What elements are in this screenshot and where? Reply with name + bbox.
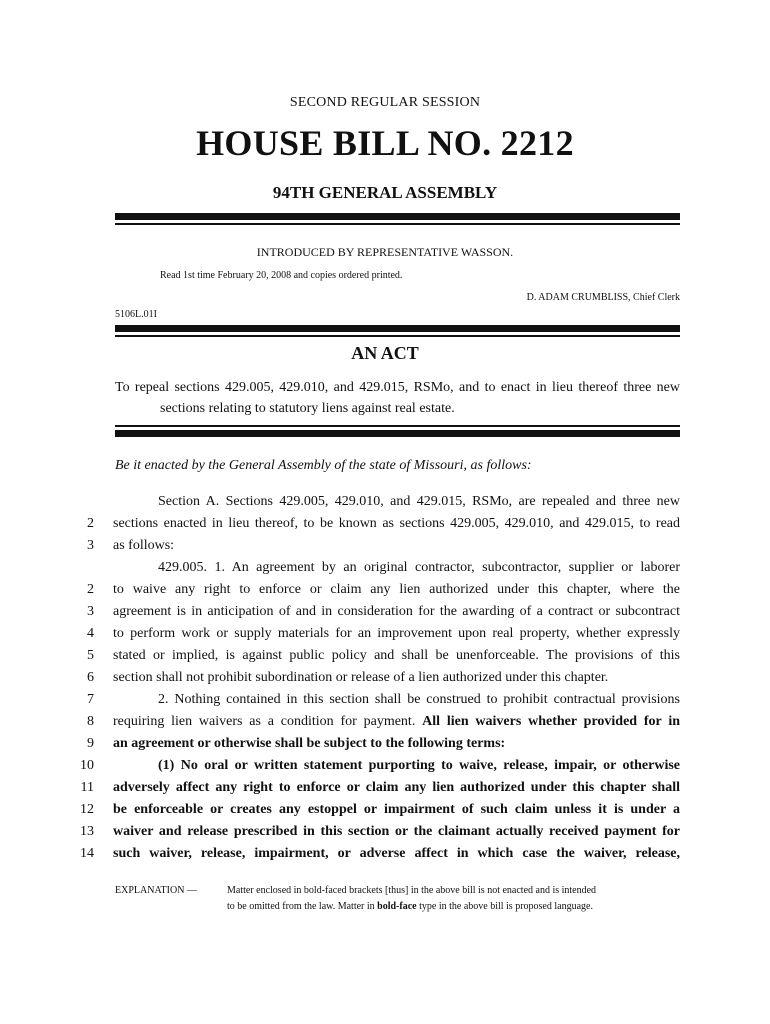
divider-rule [115, 223, 680, 225]
line-number: 13 [80, 824, 94, 839]
line-text: adversely affect any right to enforce or claim any lien authorized under this chapter shall [113, 780, 680, 795]
line-text: be enforceable or creates any estoppel or impairment of such claim unless it is under a [113, 802, 680, 817]
session-heading: SECOND REGULAR SESSION [289, 95, 481, 110]
line-number: 5 [87, 648, 94, 663]
line-number: 6 [87, 670, 94, 685]
explanation-text [227, 883, 682, 915]
enacting-clause: Be it enacted by the General Assembly of the state of Missouri, as follows: [115, 458, 532, 473]
line-text: such waiver, release, impairment, or adverse affect in which case the waiver, release, [113, 846, 680, 861]
line-text-bold: All lien waivers whether provided for in [422, 714, 681, 729]
line-number: 3 [87, 604, 94, 619]
line-text: an agreement or otherwise shall be subject to the following terms: [113, 736, 506, 751]
divider-rule [115, 425, 680, 427]
explanation-line: Matter enclosed in bold-faced brackets [thus] in the above bill is not enacted and is intended [227, 885, 597, 896]
line-text: to perform work or supply materials for an improvement upon real property, whether expressly [113, 626, 680, 641]
explanation-note [0, 883, 770, 919]
explanation-text-bold: bold-face [377, 901, 417, 912]
act-title [115, 377, 680, 419]
divider-rule [115, 335, 680, 337]
chief-clerk: D. ADAM CRUMBLISS, Chief Clerk [526, 292, 680, 303]
lr-number: 5106L.01I [115, 309, 157, 320]
line-number: 3 [87, 538, 94, 553]
line-text: sections enacted in lieu thereof, to be known as sections 429.005, 429.010, and 429.015, to read [113, 516, 680, 531]
line-number: 7 [87, 692, 94, 707]
line-number: 2 [87, 582, 94, 597]
line-text: to waive any right to enforce or claim any lien authorized under this chapter, where the [113, 582, 680, 597]
line-number: 11 [80, 780, 94, 795]
bill-title: HOUSE BILL NO. 2212 [196, 123, 574, 163]
introduced-by: INTRODUCED BY REPRESENTATIVE WASSON. [256, 245, 514, 259]
line-text: agreement is in anticipation of and in consideration for the awarding of a contract or subcontract [113, 604, 680, 619]
read-line: Read 1st time February 20, 2008 and copies ordered printed. [160, 270, 403, 281]
line-text: section shall not prohibit subordination or release of a lien authorized under this chapter. [113, 670, 609, 685]
line-text: (1) No oral or written statement purporting to waive, release, impair, or otherwise [158, 758, 680, 773]
line-text: Section A. Sections 429.005, 429.010, and 429.015, RSMo, are repealed and three new [158, 494, 680, 509]
line-number: 9 [87, 736, 94, 751]
act-title-line: sections relating to statutory liens against real estate. [160, 401, 455, 416]
assembly-heading: 94TH GENERAL ASSEMBLY [272, 183, 498, 202]
line-number: 10 [80, 758, 94, 773]
act-title-line: To repeal sections 429.005, 429.010, and 429.015, RSMo, and to enact in lieu thereof three new [115, 380, 680, 395]
line-number: 2 [87, 516, 94, 531]
line-number: 12 [80, 802, 94, 817]
line-number: 4 [87, 626, 94, 641]
explanation-label: EXPLANATION — [115, 885, 197, 896]
line-text-normal: requiring lien waivers as a condition for payment. [113, 714, 423, 729]
explanation-text-normal: to be omitted from the law. Matter in [227, 901, 378, 912]
explanation-line [227, 899, 682, 915]
divider-rule [115, 213, 680, 220]
divider-rule [115, 325, 680, 332]
line-text: as follows: [113, 538, 175, 553]
line-number: 14 [80, 846, 94, 861]
divider-rule [115, 430, 680, 437]
line-number: 8 [87, 714, 94, 729]
act-heading: AN ACT [351, 343, 419, 363]
line-text: stated or implied, is against public policy and shall be unenforceable. The provisions of this [113, 648, 680, 663]
line-text: 2. Nothing contained in this section shall be construed to prohibit contractual provisions [158, 692, 680, 707]
explanation-text-normal: type in the above bill is proposed language. [416, 901, 593, 912]
line-text: waiver and release prescribed in this section or the claimant actually received payment for [113, 824, 680, 839]
line-text: 429.005. 1. An agreement by an original contractor, subcontractor, supplier or laborer [158, 560, 680, 575]
line-text [113, 711, 680, 733]
